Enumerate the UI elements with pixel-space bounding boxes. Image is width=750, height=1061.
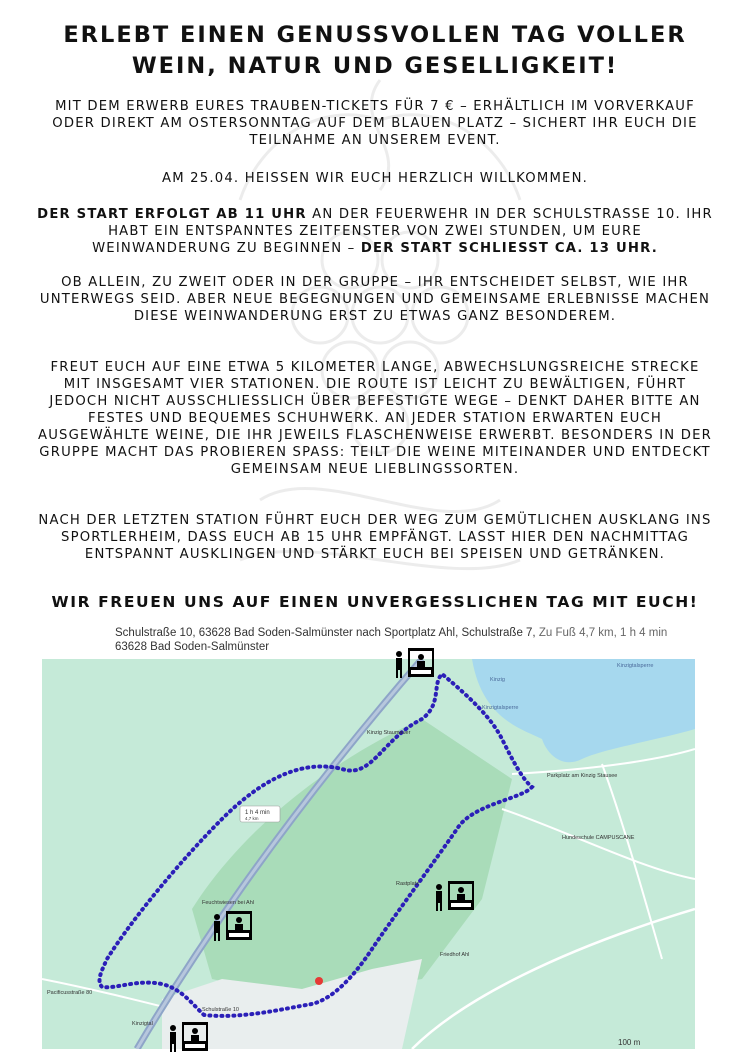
- ticket-paragraph: MIT DEM ERWERB EURES TRAUBEN-TICKETS FÜR 7 € – ERHÄLTLICH IM VORVERKAUF ODER DIREKT AM OSTERSONNTAG AUF DEM BLAUEN PLATZ – SICHERT IHR EUCH DIE TEILNAHME AN UNSEREM EVENT.: [52, 99, 698, 148]
- label-friedhof: Friedhof Ahl: [440, 952, 470, 958]
- map-route-origin-destination: Schulstraße 10, 63628 Bad Soden-Salmünster nach Sportplatz Ahl, Schulstraße 7,: [115, 627, 536, 639]
- closing-line: WIR FREUEN UNS AUF EINEN UNVERGESSLICHEN TAG MIT EUCH!: [51, 593, 699, 611]
- start-close-highlight: DER START SCHLIESST CA. 13 UHR.: [360, 241, 658, 256]
- label-parkplatz: Parkplatz am Kinzig Stausee: [547, 773, 618, 779]
- start-paragraph: [36, 206, 714, 257]
- label-pacificusstrasse: Pacificusstraße 80: [47, 990, 93, 996]
- wine-station-icon: [432, 877, 476, 913]
- label-kinzigtalsperre-2: Kinzigtalsperre: [617, 663, 654, 669]
- destination-pin-icon: [315, 977, 323, 985]
- wine-station-icon: [210, 907, 254, 943]
- label-kinzig-staumauer: Kinzig Staumauer: [367, 730, 411, 736]
- group-paragraph: OB ALLEIN, ZU ZWEIT ODER IN DER GRUPPE – IHR ENTSCHEIDET SELBST, WIE IHR UNTERWEGS SEID. ABER NEUE BEGEGNUNGEN UND GEMEINSAME ERLEBNISSE MACHEN DIESE WEINWANDERUNG ERST ZU ETWAS GANZ BESONDEREM.: [39, 275, 711, 324]
- start-time-highlight: DER START ERFOLGT AB 11 UHR: [37, 207, 307, 222]
- label-kinzigtal: Kinzigtal: [132, 1021, 153, 1027]
- label-rastplatz: Rastplatz: [396, 881, 419, 887]
- label-kinzig: Kinzig: [490, 677, 505, 683]
- wine-station-icon: [166, 1018, 210, 1054]
- date-paragraph: AM 25.04. HEISSEN WIR EUCH HERZLICH WILLKOMMEN.: [161, 171, 589, 186]
- duration-badge-text: 1 h 4 min: [245, 810, 270, 816]
- map-canvas: [42, 659, 695, 1049]
- label-schulstrasse: Schulstraße 10: [202, 1007, 239, 1013]
- page-title: ERLEBT EINEN GENUSSVOLLEN TAG VOLLER WEIN, NATUR UND GESELLIGKEIT!: [63, 22, 687, 79]
- map-route-meta: Zu Fuß 4,7 km, 1 h 4 min: [538, 627, 668, 639]
- finish-paragraph: NACH DER LETZTEN STATION FÜHRT EUCH DER WEG ZUM GEMÜTLICHEN AUSKLANG INS SPORTLERHEIM, DASS EUCH AB 15 UHR EMPFÄNGT. LASST HIER DEN NACHMITTAG ENTSPANNT AUSKLINGEN UND STÄRKT EUCH BEI SPEISEN UND GETRÄNKEN.: [38, 513, 712, 562]
- route-map[interactable]: [42, 659, 695, 1049]
- start-details: AN DER FEUERWEHR IN DER SCHULSTRASSE 10. IHR HABT EIN ENTSPANNTES ZEITFENSTER VON ZWEI STUNDEN, UM EURE WEINWANDERUNG ZU BEGINNEN –: [92, 207, 713, 256]
- label-feuchtwiesen: Feuchtwiesen bei Ahl: [202, 900, 254, 906]
- distance-badge-text: 4,7 km: [245, 816, 259, 821]
- map-scale: 100 m: [618, 1038, 641, 1047]
- map-route-destination-city: 63628 Bad Soden-Salmünster: [115, 641, 270, 653]
- route-paragraph: FREUT EUCH AUF EINE ETWA 5 KILOMETER LANGE, ABWECHSLUNGSREICHE STRECKE MIT INSGESAMT VIER STATIONEN. DIE ROUTE IST LEICHT ZU BEWÄLTIGEN, FÜHRT JEDOCH NICHT AUSSCHLIESSLICH ÜBER BEFESTIGTE WEGE – DENKT DAHER BITTE AN FESTES UND BEQUEMES SCHUHWERK. AN JEDER STATION ERWARTEN EUCH AUSGEWÄHLTE WEINE, DIE IHR JEWEILS FLASCHENWEISE ERWERBT. BESONDERS IN DER GRUPPE MACHT DAS PROBIEREN SPASS: TEILT DIE WEINE MITEINANDER UND ENTDECKT GEMEINSAM NEUE LIEBLINGSSORTEN.: [37, 360, 713, 477]
- wine-station-icon: [392, 644, 436, 680]
- label-hundeschule: Hundeschule CAMPUSCANE: [562, 835, 635, 841]
- label-kinzigtalsperre: Kinzigtalsperre: [482, 705, 519, 711]
